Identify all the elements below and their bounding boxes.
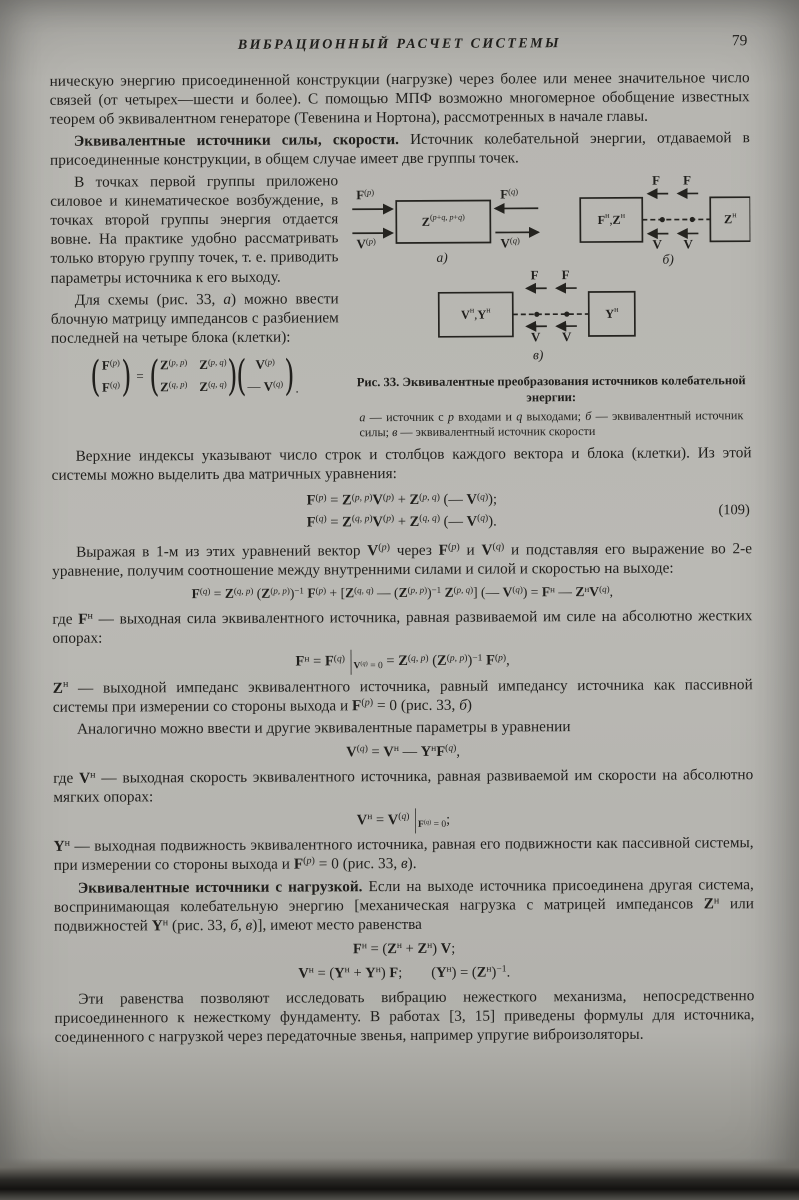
- velocity-source-box-label: V $^н$ , Y $^н$: [460, 305, 491, 322]
- para-scheme-intro: Для схемы (рис. 33, а) можно ввести блочную матрицу импедансов с разбиением последней на четыре блока (клетки):: [50, 290, 339, 347]
- equation-line: $F^{(p)} = Z^{(p, p)}V^{(p)} + Z^{(p, q)}$ (— $V^{(q)}$);: [306, 491, 498, 509]
- matrix-entry: Z$^{(p, p)}$: [159, 356, 188, 373]
- para-zn-impedance: $Z^н$ — выходной импеданс эквивалентного источника, равный импедансу источника как пассивной системы при измерении со стороны выхода и $F^{(p)} = 0$ (рис. 33, б): [52, 675, 753, 716]
- figure-33-caption: [351, 373, 751, 441]
- diagram-b-tag: б): [662, 251, 674, 267]
- force-load-box-label: Z $^н$: [724, 210, 737, 227]
- left-paren: (: [90, 351, 101, 401]
- page-bottom-shadow: [0, 1158, 799, 1200]
- right-paren: ): [120, 351, 132, 401]
- matrix-entry: Z$^{(q, p)}$: [160, 378, 188, 395]
- equation-109: [52, 489, 752, 536]
- figure-caption-title: Рис. 33. Эквивалентные преобразования источников колебательной энергии:: [356, 373, 746, 405]
- page-number: 79: [731, 32, 748, 50]
- vector-entry: $F^{(p)}$: [101, 356, 120, 373]
- equation-number: (109): [718, 502, 750, 519]
- label-velocity-input: $V^{(p)}$: [356, 235, 376, 252]
- label-force-input: $F^{(p)}$: [356, 186, 375, 203]
- equation-vn-definition: $V^н = V^{(q)}$ $|_{F^{(q)} = 0}$;: [356, 804, 451, 836]
- diagram-a-tag: а): [436, 249, 448, 265]
- force-source-box-label: F $^н$ , Z $^н$: [597, 210, 626, 227]
- label-velocity: V: [561, 329, 572, 345]
- label-force: F: [683, 172, 692, 188]
- figure-33-diagrams: [350, 171, 751, 371]
- left-paren: (: [235, 350, 247, 400]
- matrix-entry: Z$^{(p, q)}$: [199, 356, 227, 372]
- equation-109-lines: [307, 490, 498, 534]
- velocity-vector: [247, 356, 283, 395]
- vector-entry: $V^{(p)}$: [255, 356, 275, 372]
- velocity-load-box-label: Y $^н$: [605, 304, 619, 321]
- equation-vq: $V^{(q)} = V^н$ — $Y^нF^{(q)}$,: [346, 742, 460, 761]
- label-velocity: V: [530, 329, 541, 345]
- left-paren: (: [148, 351, 160, 401]
- block-matrix-equation: [51, 350, 339, 401]
- label-force: F: [652, 172, 661, 188]
- label-force-output: $F^{(q)}$: [500, 186, 519, 202]
- label-velocity: V: [683, 236, 693, 252]
- running-header: [49, 32, 749, 55]
- period: .: [295, 380, 299, 396]
- force-vector: [102, 357, 120, 396]
- running-title: ВИБРАЦИОННЫЙ РАСЧЕТ СИСТЕМЫ: [237, 36, 561, 53]
- equation-load-velocity: $V^н = (Y^н + Y^н)$ F; $(Y^н) = (Z^н)^{-1}$.: [298, 963, 511, 982]
- para-yn-mobility: $Y^н$ — выходная подвижность эквивалентного источника, равная его подвижности как пассивной системы, при измерении со стороны выхода и $F^{(p)} = 0$ (рис. 33, в).: [53, 834, 754, 875]
- diagram-v-tag: в): [532, 347, 544, 363]
- vector-entry: — $V^{(q)}$: [247, 378, 284, 394]
- para-where-vn: где $V^н$ — выходная скорость эквивалентного источника, равная развиваемой им скорости на абсолютно мягких опорах:: [53, 766, 754, 806]
- para-equivalent-sources: Эквивалентные источники силы, скорости. Источник колебательной энергии, отдаваемой в присоединенные конструкции, в общем случае имеет две группы точек.: [49, 129, 750, 169]
- label-force: F: [561, 267, 570, 283]
- figure-caption-text: а — источник с p входами и q выходами; б — эквивалентный источник силы; в — эквивалентный источник скорости: [359, 407, 744, 440]
- para-conclusion: Эти равенства позволяют исследовать вибрацию нежесткого механизма, непосредственно присоединенного к нежесткому фундаменту. В работах [3, 15] приведены формулы для источника, соединенного с нагрузкой через передаточные звенья, например упругие виброизоляторы.: [54, 987, 755, 1047]
- equals-sign: =: [136, 368, 144, 384]
- equation-fn-definition: $F^н = F^{(q)}$ $|_{V^{(q)} = 0} = Z^{(q, p)}$ $(Z^{(p, p)})^{-1}$ $F^{(p)}$,: [295, 646, 510, 677]
- terminal-dot: [690, 217, 695, 222]
- para-expressing: Выражая в 1-м из этих уравнений вектор $V^{(p)}$ через $F^{(p)}$ и $V^{(q)}$ и подставляя его выражение во 2-е уравнение, получим соотношение между внутренними силами и силой и скоростью на выходе:: [52, 540, 753, 580]
- vector-entry: $F^{(q)}$: [101, 379, 120, 395]
- terminal-dot: [564, 312, 569, 317]
- label-velocity-output: $V^{(q)}$: [500, 235, 520, 251]
- right-paren: ): [284, 350, 295, 400]
- para-where-fn: где $F^н$ — выходная сила эквивалентного источника, равная развиваемой им силе на абсолютно жестких опорах:: [52, 607, 753, 648]
- figure-33: [350, 171, 751, 441]
- page-content: [49, 32, 754, 1050]
- equation-fq-long: $F^{(q)} = Z^{(q, p)}$ $(Z^{(p, p)})^{-1}$ $F^{(p)} + [Z^{(q, q)}$ — $(Z^{(p, p)})^{-1}$ Z$^{(p, q)}$] (— $V^{(q)}) = F^н$ — $Z^нV^{(q)}$,: [191, 583, 614, 602]
- equation-line: $F^{(q)} = Z^{(q, p)}V^{(p)} + Z^{(q, q)}$ (— $V^{(q)}$).: [306, 512, 497, 531]
- para-intro-continuation: ническую энергию присоединенной конструкции (нагрузке) через более или менее значительное число связей (от четырех—шести и более). С помощью МПФ возможно многомерное обобщение известных теорем об эквивалентном генераторе (Тевенина и Нортона), рассмотренных в начале главы.: [49, 68, 750, 128]
- terminal-dot: [660, 217, 665, 222]
- source-pq-box-label: Z $^{(p +q , p +q )}$: [421, 212, 465, 229]
- para-analogous: Аналогично можно ввести и другие эквивалентные параметры в уравнении: [76, 717, 571, 738]
- para-indices-note: Верхние индексы указывают число строк и столбцов каждого вектора и блока (клетки). Из этой системы можно выделить два матричных уравнения:: [51, 444, 752, 485]
- para-sources-with-load: Эквивалентные источники с нагрузкой. Если на выходе источника присоединена другая система, воспринимающая колебательную энергию [механическая нагрузка с матрицей импедансов $Z^н$ или подвижностей $Y^н$ (рис. 33, б, в)], имеют место равенства: [53, 875, 754, 935]
- label-velocity: V: [652, 236, 662, 252]
- right-paren: ): [227, 350, 239, 400]
- impedance-matrix: [160, 357, 227, 396]
- equation-load-force: $F^н = (Z^н + Z^н)$ V;: [352, 939, 456, 958]
- matrix-entry: Z$^{(q, q)}$: [199, 378, 227, 395]
- terminal-dot: [534, 312, 539, 317]
- label-force: F: [530, 267, 539, 283]
- para-group-points: В точках первой группы приложено силовое и кинематическое возбуждение, в точках второй группы энергия отдается вовне. На практике удобно рассматривать только вторую группу точек, т. е. приводить параметры источника к его выходу.: [50, 172, 339, 287]
